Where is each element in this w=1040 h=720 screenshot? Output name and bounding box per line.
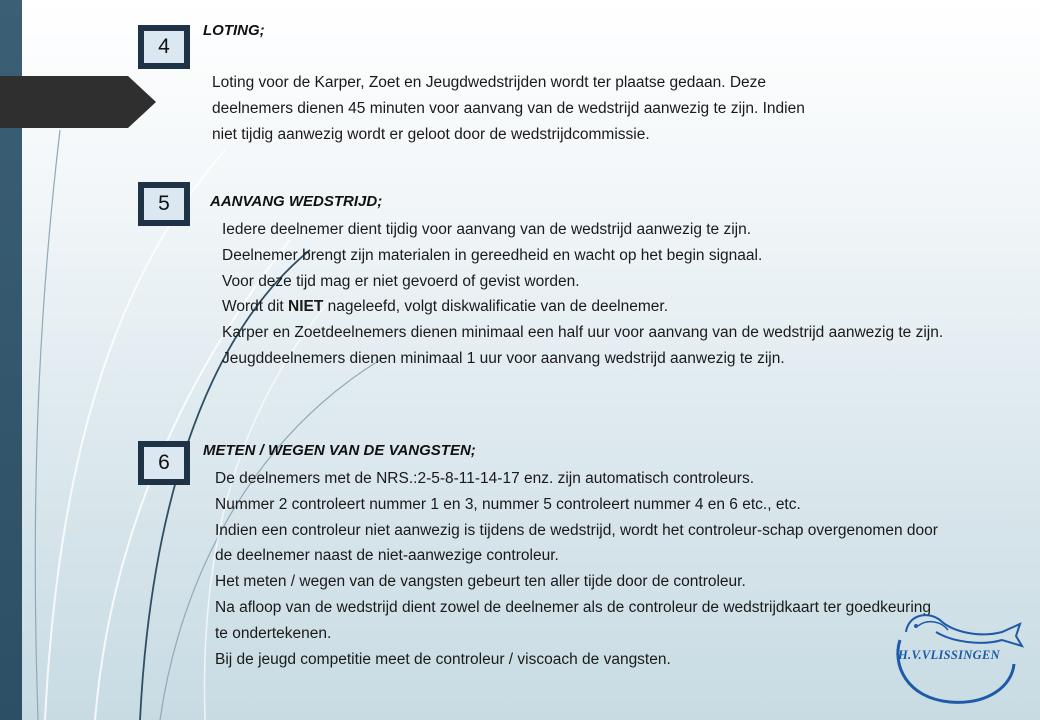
section-4-line: Loting voor de Karper, Zoet en Jeugdwedstrijden wordt ter plaatse gedaan. Deze — [212, 74, 767, 91]
section-6-title: METEN / WEGEN VAN DE VANGSTEN; — [203, 442, 476, 459]
section-6-line: Het meten / wegen van de vangsten gebeurt ten aller tijde door de controleur. — [215, 573, 746, 591]
section-5-line: Karper en Zoetdeelnemers dienen minimaal een half uur voor aanvang van de wedstrijd aanwezig te zijn. — [222, 324, 944, 342]
section-4-line: niet tijdig aanwezig wordt er geloot door de wedstrijdcommissie. — [212, 125, 650, 143]
section-6-body — [215, 466, 938, 672]
club-logo-text: H.V.VLISSINGEN — [898, 648, 1000, 662]
emphasis-bold: NIET — [288, 298, 324, 316]
section-4-line: deelnemers dienen 45 minuten voor aanvang van de wedstrijd aanwezig te zijn. Indien — [212, 99, 805, 117]
section-5-line: Deelnemer brengt zijn materialen in gereedheid en wacht op het begin signaal. — [222, 246, 763, 264]
section-5-emphasis-line — [222, 294, 943, 320]
emphasis-after: nageleefd, volgt diskwalificatie van de deelnemer. — [323, 298, 669, 316]
section-4-title: LOTING; — [203, 22, 265, 39]
section-5-line: Voor deze tijd mag er niet gevoerd of gevist worden. — [222, 272, 580, 290]
section-5-line: Iedere deelnemer dient tijdig voor aanvang van de wedstrijd aanwezig te zijn. — [222, 221, 752, 238]
section-6-line: Bij de jeugd competitie meet de controleur / viscoach de vangsten. — [215, 650, 671, 668]
section-5-line: Jeugddeelnemers dienen minimaal 1 uur voor aanvang wedstrijd aanwezig te zijn. — [222, 349, 785, 367]
section-6-line: Nummer 2 controleert nummer 1 en 3, nummer 5 controleert nummer 4 en 6 etc., etc. — [215, 495, 801, 513]
section-6-number: 6 — [138, 441, 190, 485]
section-6-line: De deelnemers met de NRS.:2-5-8-11-14-17 enz. zijn automatisch controleurs. — [215, 470, 755, 487]
arrow-tab — [0, 76, 156, 128]
section-6-line: de deelnemer naast de niet-aanwezige controleur. — [215, 547, 559, 565]
section-5-body — [222, 217, 943, 372]
section-6-line: Na afloop van de wedstrijd dient zowel de deelnemer als de controleur de wedstrijdkaart ter goedkeuring — [215, 598, 931, 616]
section-4-body — [212, 70, 805, 147]
section-4-number: 4 — [138, 25, 190, 69]
section-5-number: 5 — [138, 182, 190, 226]
section-6-line: te ondertekenen. — [215, 624, 332, 642]
section-5-title: AANVANG WEDSTRIJD; — [210, 193, 383, 210]
emphasis-before: Wordt dit — [222, 298, 289, 316]
section-6-line: Indien een controleur niet aanwezig is tijdens de wedstrijd, wordt het controleur-schap overgenomen door — [215, 521, 938, 539]
